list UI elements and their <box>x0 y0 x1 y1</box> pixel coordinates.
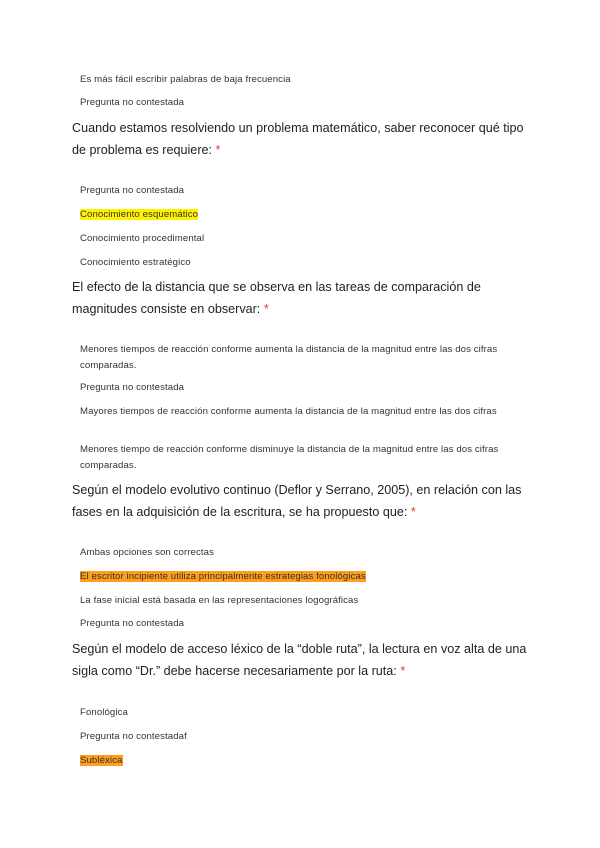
option-text: Menores tiempo de reacción conforme disminuye la distancia de la magnitud entre las dos cifras comparadas. <box>80 444 499 471</box>
option-text: Es más fácil escribir palabras de baja frecuencia <box>80 74 291 85</box>
question-text: Cuando estamos resolviendo un problema matemático, saber reconocer qué tipo de problema es requiere: <box>72 121 524 157</box>
option-text: Pregunta no contestada <box>80 185 185 196</box>
question-4 <box>72 638 532 682</box>
question-text: Según el modelo evolutivo continuo (Deflor y Serrano, 2005), en relación con las fases en la adquisición de la escritura, se ha propuesto que: <box>72 483 522 519</box>
option-item <box>80 380 520 396</box>
option-text: La fase inicial está basada en las representaciones logográficas <box>80 595 359 606</box>
option-item <box>80 231 520 247</box>
required-asterisk: * <box>215 143 221 157</box>
option-item <box>80 207 520 223</box>
option-item <box>80 569 520 585</box>
option-text: Pregunta no contestadaf <box>80 731 187 742</box>
option-item <box>80 616 520 632</box>
option-item <box>80 442 520 474</box>
question-text: Según el modelo de acceso léxico de la “doble ruta”, la lectura en voz alta de una sigla como “Dr.” debe hacerse necesariamente por la ruta: <box>72 642 527 678</box>
option-item <box>80 95 520 111</box>
question-2 <box>72 276 532 320</box>
highlighted-answer: Conocimiento esquemático <box>80 209 199 220</box>
option-item <box>80 255 520 271</box>
option-item <box>80 545 520 561</box>
highlighted-answer: El escritor incipiente utiliza principalmente estrategias fonológicas <box>80 571 366 582</box>
required-asterisk: * <box>263 302 269 316</box>
question-1 <box>72 117 532 161</box>
option-item <box>80 753 520 769</box>
option-text: Mayores tiempos de reacción conforme aumenta la distancia de la magnitud entre las dos cifras <box>80 406 497 417</box>
option-text: Pregunta no contestada <box>80 97 185 108</box>
required-asterisk: * <box>400 664 406 678</box>
highlighted-answer: Subléxica <box>80 755 123 766</box>
option-text: Menores tiempos de reacción conforme aumenta la distancia de la magnitud entre las dos cifras comparadas. <box>80 344 498 371</box>
required-asterisk: * <box>410 505 416 519</box>
option-item <box>80 404 520 420</box>
option-item <box>80 342 520 374</box>
option-item <box>80 705 520 721</box>
option-item <box>80 729 520 745</box>
option-text: Pregunta no contestada <box>80 618 185 629</box>
option-item <box>80 183 520 199</box>
question-text: El efecto de la distancia que se observa en las tareas de comparación de magnitudes consiste en observar: <box>72 280 481 316</box>
option-item <box>80 593 520 609</box>
question-3 <box>72 479 532 523</box>
option-text: Pregunta no contestada <box>80 382 185 393</box>
option-text: Conocimiento estratégico <box>80 257 191 268</box>
option-item <box>80 72 520 88</box>
option-text: Conocimiento procedimental <box>80 233 205 244</box>
option-text: Ambas opciones son correctas <box>80 547 214 558</box>
option-text: Fonológica <box>80 707 128 718</box>
